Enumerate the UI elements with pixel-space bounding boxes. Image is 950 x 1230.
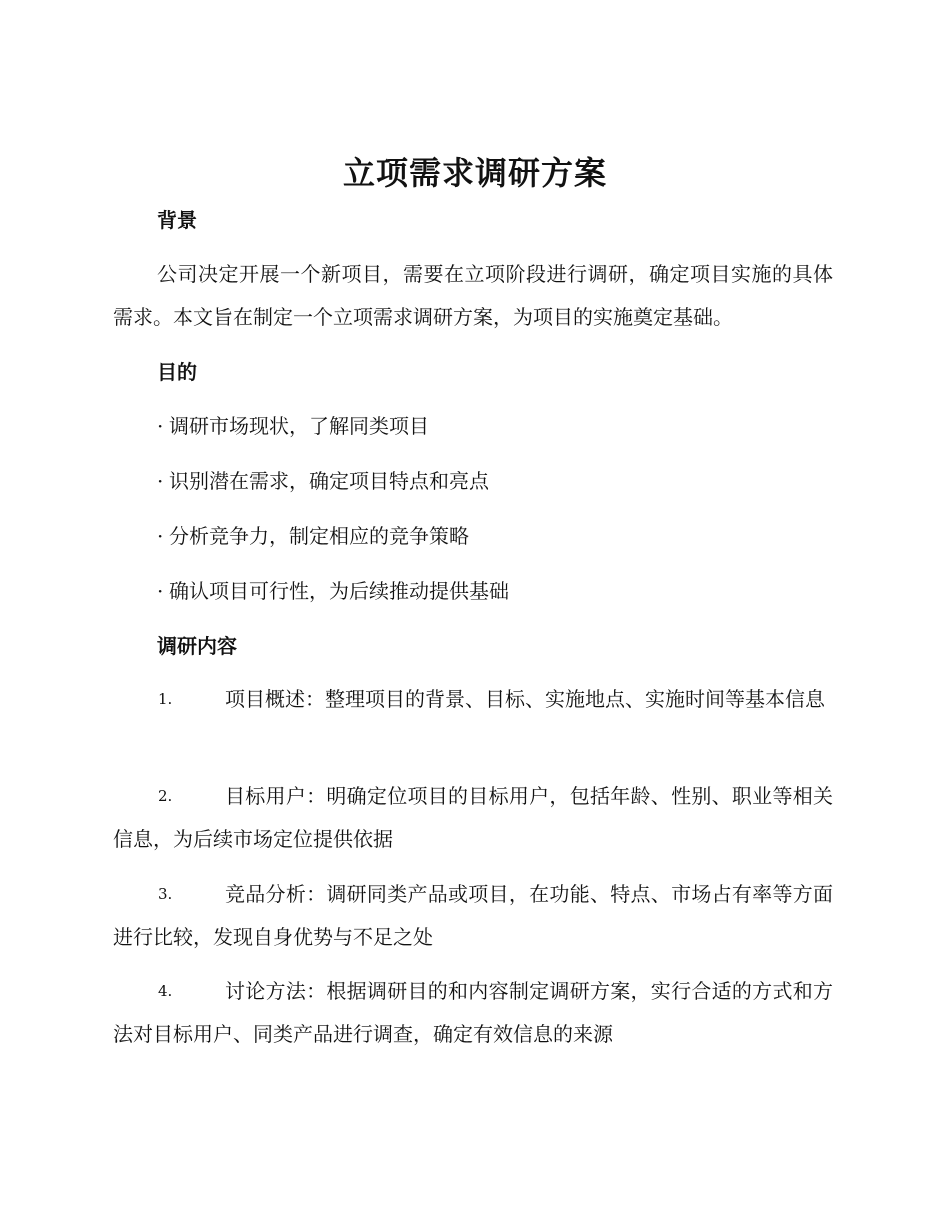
item-number: 3.	[158, 885, 173, 903]
bullet-text: 确认项目可行性，为后续推动提供基础	[169, 579, 509, 603]
purpose-bullet-item	[157, 466, 489, 496]
bullet-text: 识别潜在需求，确定项目特点和亮点	[169, 469, 489, 493]
document-title: 立项需求调研方案	[342, 154, 607, 192]
bullet-text: 分析竞争力，制定相应的竞争策略	[169, 524, 469, 548]
purpose-bullet-item	[157, 576, 509, 606]
heading-research-content: 调研内容	[157, 634, 237, 658]
item-text: 目标用户：明确定位项目的目标用户，包括年龄、性别、职业等相关信息，为后续市场定位提供依据	[113, 784, 833, 851]
purpose-bullet-item	[157, 521, 469, 551]
numbered-list-item	[113, 678, 833, 721]
purpose-bullet-item	[157, 411, 429, 441]
item-number: 1.	[158, 690, 173, 708]
item-number: 2.	[158, 787, 173, 805]
item-text: 竞品分析：调研同类产品或项目，在功能、特点、市场占有率等方面进行比较，发现自身优势与不足之处	[113, 882, 833, 949]
bullet-text: 调研市场现状，了解同类项目	[169, 414, 429, 438]
heading-background: 背景	[157, 208, 197, 232]
bullet-glyph: ·	[157, 524, 164, 548]
numbered-list-item	[113, 970, 833, 1056]
item-text: 讨论方法：根据调研目的和内容制定调研方案，实行合适的方式和方法对目标用户、同类产品进行调查，确定有效信息的来源	[113, 979, 833, 1046]
heading-purpose: 目的	[157, 360, 197, 384]
bullet-glyph: ·	[157, 414, 164, 438]
bullet-glyph: ·	[157, 469, 164, 493]
item-number: 4.	[158, 982, 173, 1000]
numbered-list-item	[113, 873, 833, 959]
bullet-glyph: ·	[157, 579, 164, 603]
numbered-list-item	[113, 775, 833, 861]
background-paragraph: 公司决定开展一个新项目，需要在立项阶段进行调研，确定项目实施的具体需求。本文旨在制定一个立项需求调研方案，为项目的实施奠定基础。	[113, 262, 833, 329]
item-text: 项目概述：整理项目的背景、目标、实施地点、实施时间等基本信息	[225, 687, 825, 711]
